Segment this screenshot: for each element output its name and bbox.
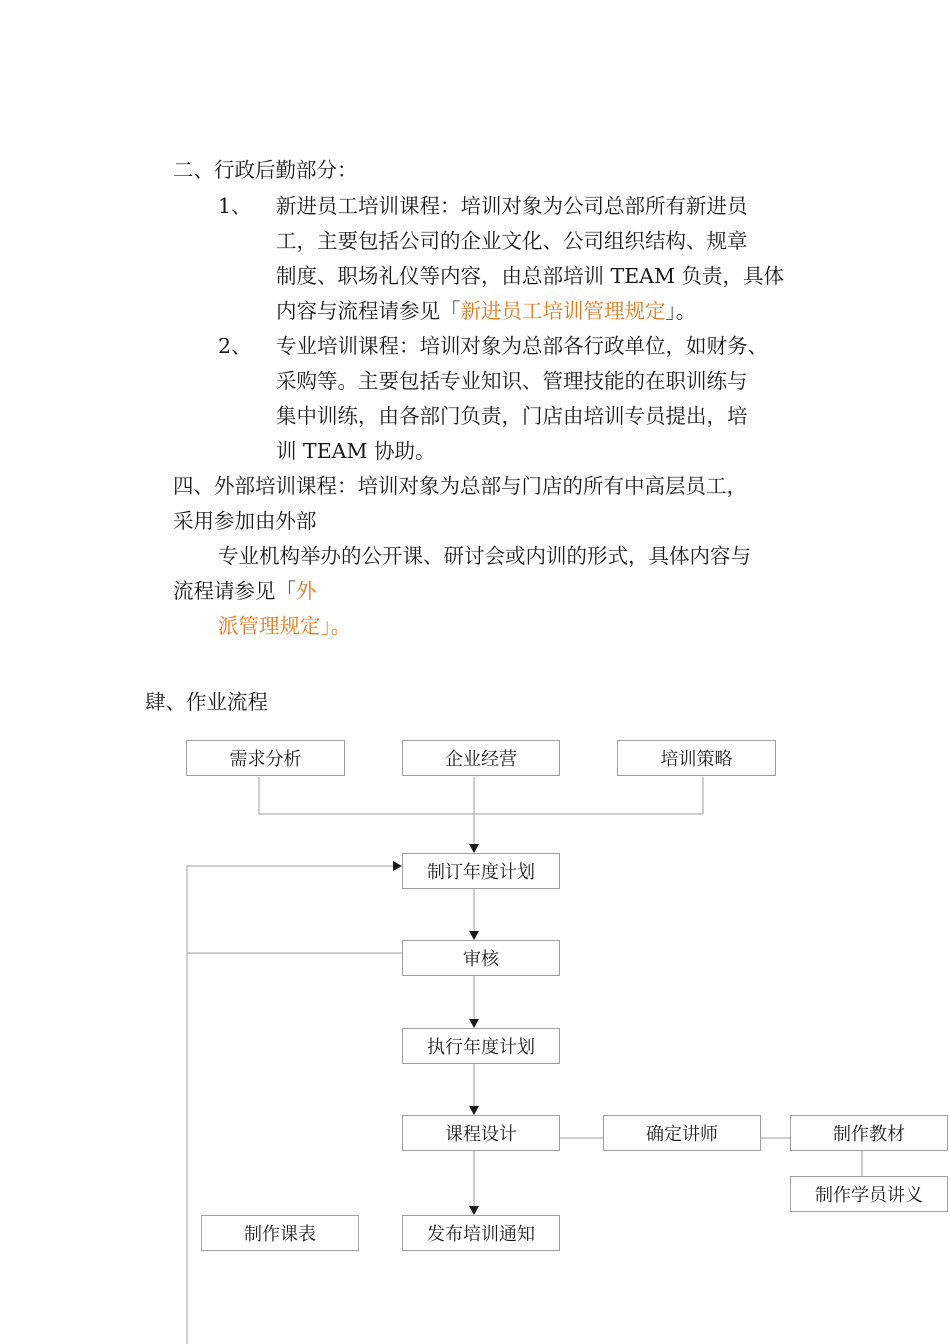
section2-heading: 二、行政后勤部分： (173, 158, 358, 182)
item1-line2: 工，主要包括公司的企业文化、公司组织结构、规章 (276, 229, 748, 253)
box-publish-notice: 发布培训通知 (402, 1215, 560, 1251)
item1-line1: 新进员工培训课程：培训对象为公司总部所有新进员 (276, 194, 748, 218)
arrow-to-review (469, 931, 479, 940)
item2-number: 2、 (218, 334, 252, 358)
item1-number: 1、 (218, 194, 252, 218)
section4-line4-prefix: 流程请参见「 (173, 579, 296, 603)
item2-line1: 专业培训课程：培训对象为总部各行政单位，如财务、 (276, 334, 768, 358)
section4-line3: 专业机构举办的公开课、研讨会或内训的形式，具体内容与 (218, 544, 751, 568)
arrow-to-notice (469, 1206, 479, 1215)
arrow-to-design (469, 1106, 479, 1115)
item1-line4-prefix: 内容与流程请参见「 (276, 299, 461, 323)
box-review: 审核 (402, 940, 560, 976)
box-make-schedule: 制作课表 (201, 1215, 359, 1251)
item2-line2: 采购等。主要包括专业知识、管理技能的在职训练与 (276, 369, 748, 393)
arrow-to-execute (469, 1019, 479, 1028)
box-business-operation: 企业经营 (402, 740, 560, 776)
section4-line5-suffix: 」。 (320, 614, 352, 638)
box-training-strategy: 培训策略 (617, 740, 776, 776)
box-execute-plan: 执行年度计划 (402, 1028, 560, 1064)
outsourced-rules-link-part1[interactable]: 外 (296, 579, 317, 603)
box-demand-analysis: 需求分析 (186, 740, 345, 776)
box-make-materials: 制作教材 (790, 1115, 948, 1151)
box-course-design: 课程设计 (402, 1115, 560, 1151)
arrow-loop-to-plan (393, 861, 402, 871)
arrow-to-plan (469, 844, 479, 853)
section4-line2: 采用参加由外部 (173, 509, 317, 533)
section4-line1: 四、外部培训课程：培训对象为总部与门店的所有中高层员工， (173, 474, 747, 498)
box-confirm-lecturer: 确定讲师 (603, 1115, 761, 1151)
flow-heading: 肆、作业流程 (145, 690, 268, 714)
item1-line4-suffix: 」。 (665, 299, 697, 323)
item1-line3: 制度、职场礼仪等内容，由总部培训 TEAM 负责，具体 (276, 264, 784, 288)
item2-line4: 训 TEAM 协助。 (276, 439, 436, 463)
box-student-handout: 制作学员讲义 (790, 1176, 948, 1212)
item2-line3: 集中训练，由各部门负责，门店由培训专员提出，培 (276, 404, 748, 428)
new-employee-training-rules-link[interactable]: 新进员工培训管理规定 (460, 299, 666, 323)
outsourced-rules-link-part2[interactable]: 派管理规定 (218, 614, 321, 638)
box-annual-plan: 制订年度计划 (402, 853, 560, 889)
